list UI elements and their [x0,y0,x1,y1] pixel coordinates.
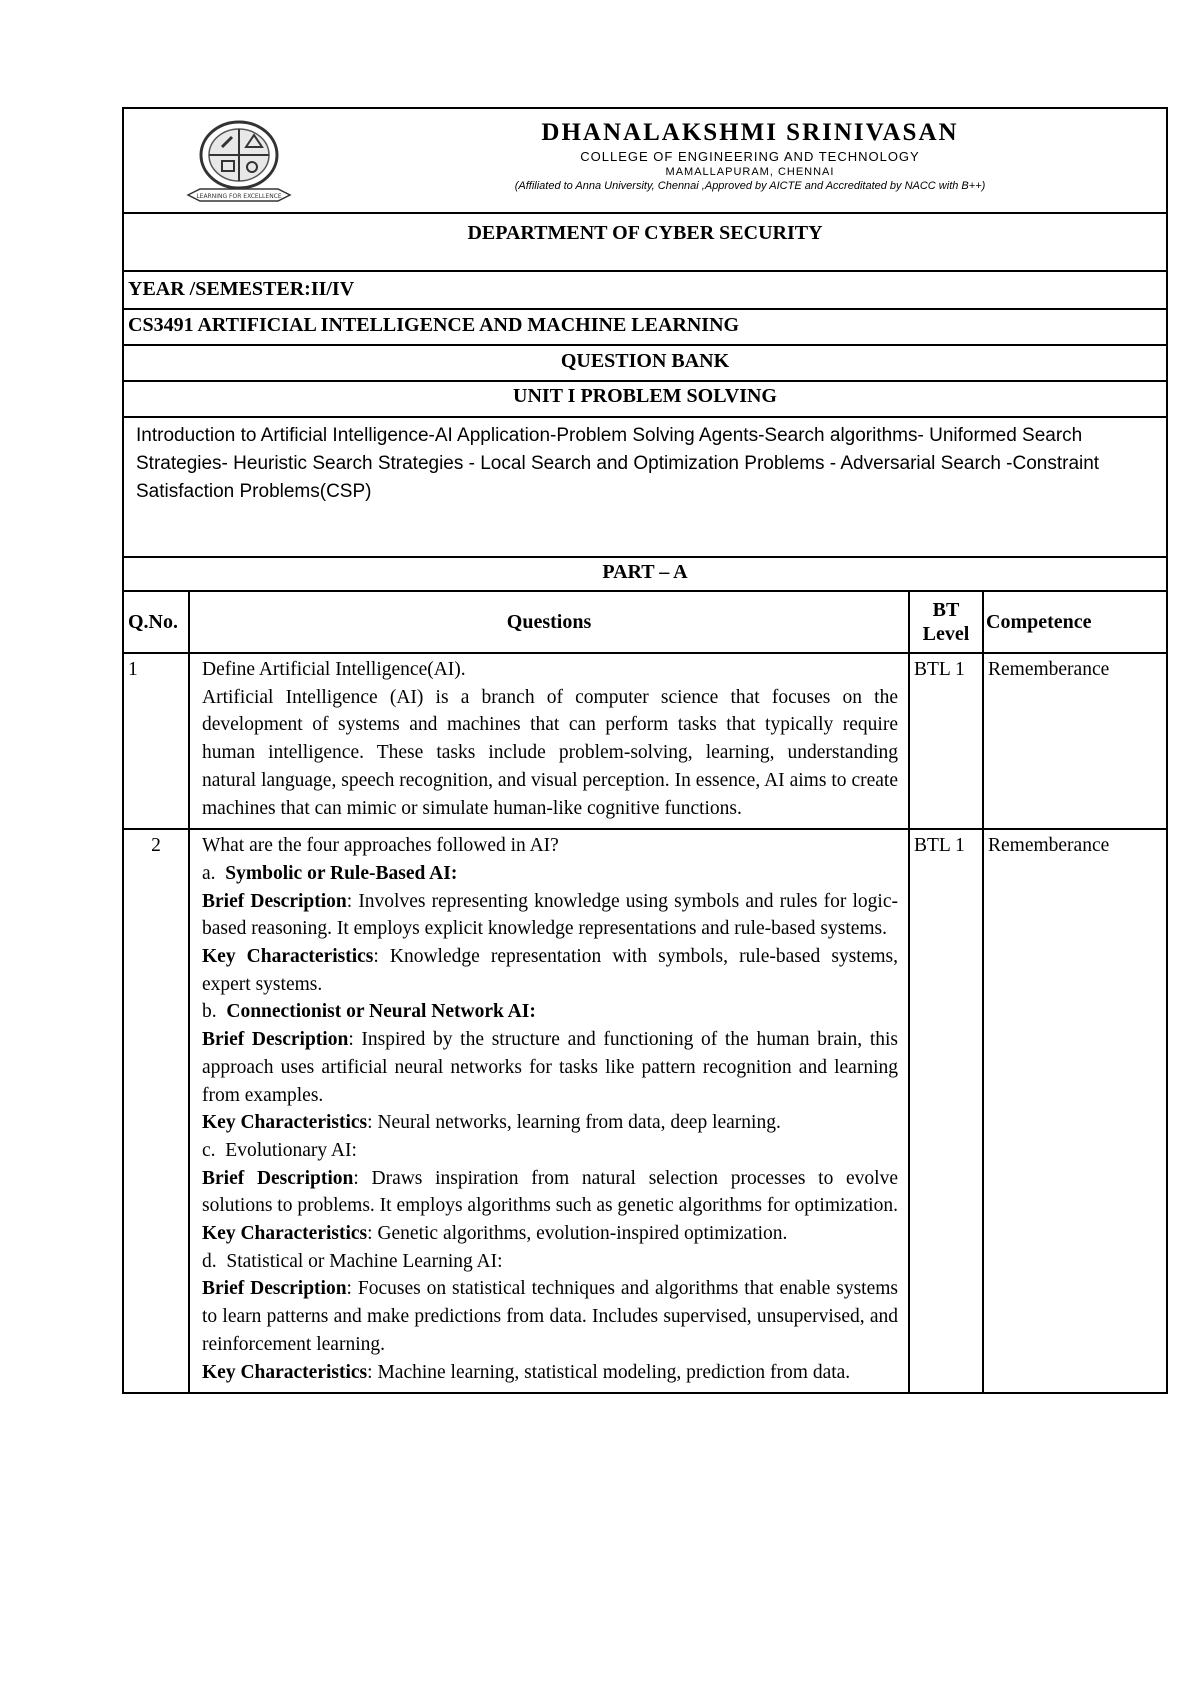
bt-level: BTL 1 [909,829,983,1392]
header-qno: Q.No. [124,592,189,653]
college-subtitle: COLLEGE OF ENGINEERING AND TECHNOLOGY [580,149,920,164]
table-row [124,829,1166,1392]
header-bt-line2: Level [922,623,970,645]
department-title: DEPARTMENT OF CYBER SECURITY [124,214,1166,272]
approach-key: Key Characteristics: Genetic algorithms, evolution-inspired optimization. [202,1223,788,1245]
table-row [124,653,1166,829]
approach-description: Brief Description: Involves representing knowledge using symbols and rules for logic-based reasoning. It employs explicit knowledge representations and rule-based systems. [202,890,898,940]
questions-table [124,592,1166,1392]
approach-key: Key Characteristics: Neural networks, learning from data, deep learning. [202,1112,781,1134]
college-affiliation: (Affiliated to Anna University, Chennai ,Approved by AICTE and Accreditated by NACC with B++) [514,180,986,192]
approach-description: Brief Description: Focuses on statistical techniques and algorithms that enable systems to learn patterns and make predictions from data. Includes supervised, unsupervised, and reinforcement learning. [202,1278,898,1355]
question-text: Define Artificial Intelligence(AI). [202,659,466,680]
college-header [124,109,1166,214]
questions-table-wrap [124,592,1166,1392]
college-info [334,119,1166,192]
doc-type: QUESTION BANK [124,346,1166,382]
unit-syllabus: Introduction to Artificial Intelligence-AI Application-Problem Solving Agents-Search algorithms- Uniformed Search Strategies- Heuristic Search Strategies - Local Search and Optimization Problems - Adversarial Search -Constraint Satisfaction Problems(CSP) [124,418,1166,558]
year-semester: YEAR /SEMESTER:II/IV [124,272,1166,310]
approach-title: d. Statistical or Machine Learning AI: [202,1250,503,1272]
approach-title: a. Symbolic or Rule-Based AI: [202,862,458,884]
question-text: What are the four approaches followed in AI? [202,835,559,857]
header-bt-line1: BT [932,599,960,621]
college-name: DHANALAKSHMI SRINIVASAN [541,119,959,146]
bt-level: BTL 1 [909,653,983,829]
competence: Rememberance [983,653,1166,829]
question-cell [189,653,909,829]
approach-key: Key Characteristics: Knowledge representation with symbols, rule-based systems, expert systems. [202,946,898,995]
logo-motto: LEARNING FOR EXCELLENCE [196,193,282,200]
header-bt-level [909,592,983,653]
header-competence: Competence [983,592,1166,653]
competence: Rememberance [988,835,1110,857]
unit-title: UNIT I PROBLEM SOLVING [124,382,1166,418]
approach-key: Key Characteristics: Machine learning, statistical modeling, prediction from data. [202,1361,851,1383]
question-cell [189,829,909,1392]
college-logo [184,117,294,207]
answer-text: Artificial Intelligence (AI) is a branch of computer science that focuses on the development of systems and machines that can perform tasks that typically require human intelligence. These tasks include problem-solving, learning, understanding natural language, speech recognition, and visual perception. In essence, AI aims to create machines that can mimic or simulate human-like cognitive functions. [202,686,898,819]
question-number: 1 [124,653,189,829]
question-number: 2 [124,829,189,1392]
college-location: MAMALLAPURAM, CHENNAI [665,166,835,178]
part-title: PART – A [124,558,1166,592]
approach-title: c. Evolutionary AI: [202,1139,357,1161]
question-bank-sheet [122,107,1168,1394]
header-questions: Questions [189,592,909,653]
approach-description: Brief Description: Draws inspiration from natural selection processes to evolve solutions to problems. It employs algorithms such as genetic algorithms for optimization. [202,1167,899,1217]
approach-description: Brief Description: Inspired by the structure and functioning of the human brain, this approach uses artificial neural networks for tasks like pattern recognition and learning from examples. [202,1029,898,1106]
approach-title: b. Connectionist or Neural Network AI: [202,1001,536,1023]
course-title: CS3491 ARTIFICIAL INTELLIGENCE AND MACHINE LEARNING [124,310,1166,346]
table-header-row [124,592,1166,653]
